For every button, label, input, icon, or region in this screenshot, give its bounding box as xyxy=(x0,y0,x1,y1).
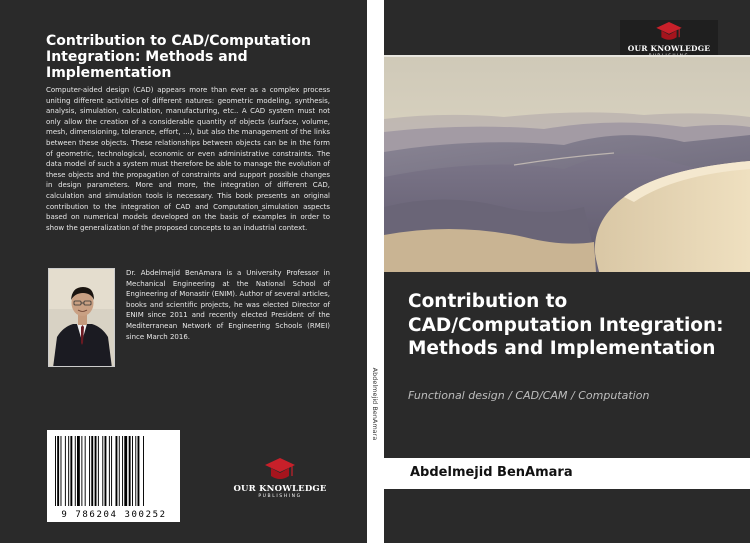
front-cover-title: Contribution to CAD/Computation Integration: Methods and Implementation xyxy=(408,291,724,359)
spine-author: Abdelmejid BenAmara xyxy=(371,367,379,441)
front-cover-subtitle: Functional design / CAD/CAM / Computation xyxy=(408,389,650,402)
cover-photo-desert-dunes xyxy=(384,57,750,272)
author-photo xyxy=(48,268,115,367)
graduation-cap-icon xyxy=(656,22,682,44)
back-cover-blurb: Computer-aided design (CAD) appears more than ever as a complex process uniting different activities of different natures: geometric modeling, synthesis, analysis, simulation, calculation, manufacturing, etc.. A CAD system must not only allow the creation of a considerable quantity of objects (surface, volume, mesh, dimensioning, tolerance, effort, ...), but also the management of the links between these objects. These relationships between objects can be in the form of geometric, technological, economic or even administrative constraints. The data model of such a system must therefore be able to manage the evolution of these objects and the propagation of constraints and support possible changes in design parameters. More and more, the integration of different CAD, calculation and simulation tools is necessary. This book presents an original contribution to the integration of CAD and Computation_simulation aspects based on numerical models developed on the basis of examples in order to show the generalization of the proposed concepts to an industrial context. xyxy=(46,86,330,232)
barcode-number: 9 786204 300252 xyxy=(61,510,167,520)
barcode-bars xyxy=(55,436,173,506)
desert-dunes-image xyxy=(384,57,750,272)
front-cover-author: Abdelmejid BenAmara xyxy=(410,465,573,480)
author-bio: Dr. Abdelmejid BenAmara is a University Professor in Mechanical Engineering at the National School of Engineering of Monastir (ENIM). Author of several articles, books and scientific projects, he was elected Director of ENIM since 2011 and recently elected President of the Mediterranean Network of Engineering Schools (RMEI) since March 2016. xyxy=(126,269,330,341)
isbn-barcode xyxy=(47,430,180,522)
author-portrait-image xyxy=(49,269,115,367)
publisher-subtitle: PUBLISHING xyxy=(258,494,302,499)
back-publisher-logo xyxy=(225,458,335,499)
back-cover-title: Contribution to CAD/Computation Integration: Methods and Implementation xyxy=(46,33,311,81)
publisher-name: OUR KNOWLEDGE xyxy=(627,44,711,53)
spine xyxy=(367,0,384,543)
graduation-cap-icon xyxy=(265,458,295,484)
publisher-name: OUR KNOWLEDGE xyxy=(233,484,327,494)
